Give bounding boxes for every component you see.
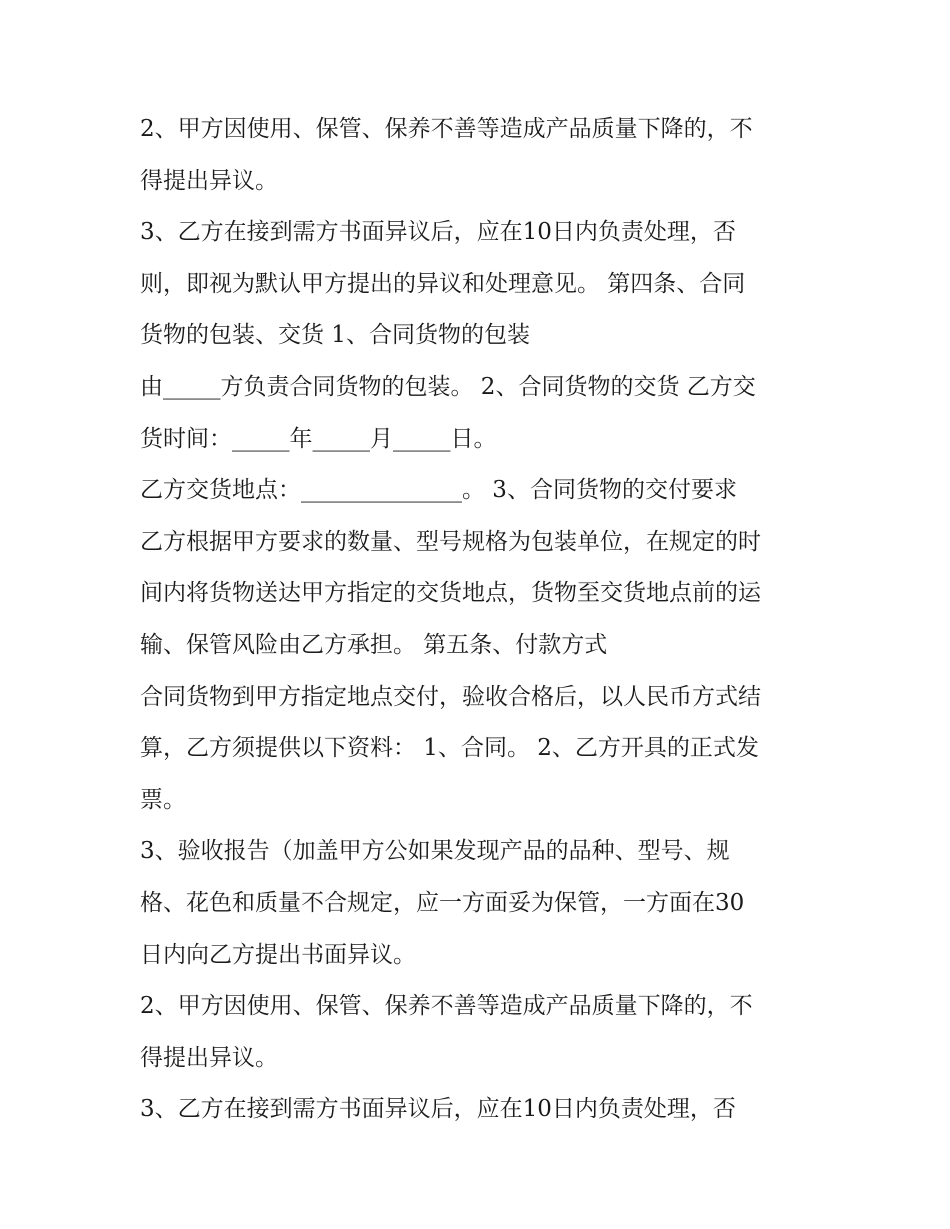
text-line: 2、甲方因使用、保管、保养不善等造成产品质量下降的，不: [140, 116, 753, 142]
text-line: 乙方根据甲方要求的数量、型号规格为包装单位，在规定的时: [140, 528, 761, 555]
text-line: 间内将货物送达甲方指定的交货地点，货物至交货地点前的运: [140, 580, 761, 607]
text-line: 乙方交货地点：______________。 3、合同货物的交付要求: [140, 477, 737, 504]
text-line: 得提出异议。: [140, 167, 278, 194]
document-body: [140, 104, 830, 1136]
text-line: 由_____方负责合同货物的包装。 2、合同货物的交货 乙方交: [140, 373, 756, 400]
text-line: 算，乙方须提供以下资料： 1、合同。 2、乙方开具的正式发: [140, 735, 759, 762]
text-line: 货物的包装、交货 1、合同货物的包装: [140, 322, 530, 349]
text-line: 货时间：_____年_____月_____日。: [140, 425, 497, 452]
text-line: 日内向乙方提出书面异议。: [140, 941, 416, 968]
text-line: 3、验收报告（加盖甲方公如果发现产品的品种、型号、规: [140, 838, 730, 865]
text-line: 格、花色和质量不合规定，应一方面妥为保管，一方面在30: [140, 889, 745, 916]
text-line: 3、乙方在接到需方书面异议后，应在10日内负责处理，否: [140, 219, 736, 246]
text-line: 得提出异议。: [140, 1044, 278, 1071]
text-line: 合同货物到甲方指定地点交付，验收合格后，以人民币方式结: [140, 683, 761, 710]
text-line: 则，即视为默认甲方提出的异议和处理意见。 第四条、合同: [140, 270, 746, 297]
text-line: 2、甲方因使用、保管、保养不善等造成产品质量下降的，不: [140, 993, 753, 1020]
text-line: 票。: [140, 786, 186, 813]
text-line: 输、保管风险由乙方承担。 第五条、付款方式: [140, 631, 608, 658]
text-line: 3、乙方在接到需方书面异议后，应在10日内负责处理，否: [140, 1096, 736, 1123]
